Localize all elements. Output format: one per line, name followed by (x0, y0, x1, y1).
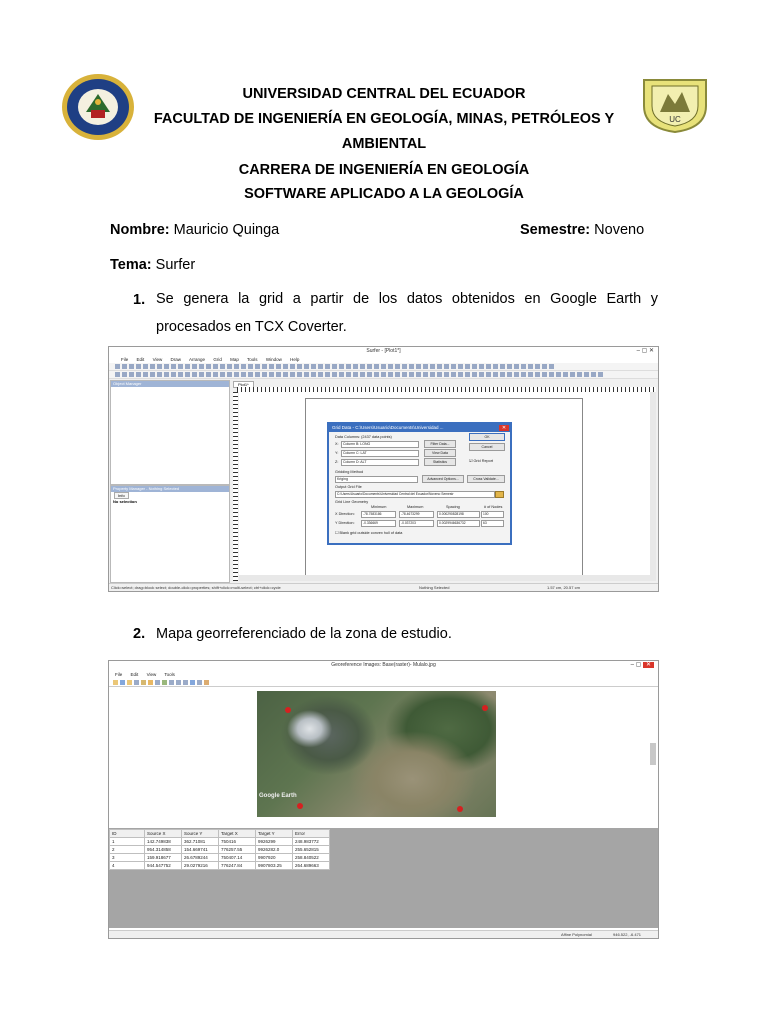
folder-icon[interactable] (495, 491, 504, 498)
grid-geometry-label: Grid Line Geometry (335, 500, 369, 504)
status-transform-method: Affine Polynomial (561, 932, 592, 937)
table-row[interactable] (110, 838, 330, 846)
item-2-number: 2. (133, 626, 146, 642)
control-point-marker[interactable] (285, 707, 291, 713)
table-cell[interactable]: 776247.84 (219, 862, 256, 870)
student-semester (520, 222, 644, 238)
georef-window-controls[interactable]: – ▢ ✕ (631, 661, 654, 670)
topic-label: Tema: (110, 257, 152, 273)
toolbar-icons-2[interactable] (115, 372, 603, 377)
table-cell[interactable]: 154.669741 (182, 846, 219, 854)
table-row[interactable] (110, 846, 330, 854)
georeference-screenshot (108, 660, 659, 939)
grid-data-dialog (327, 422, 512, 545)
table-cell[interactable]: 9926299 (256, 838, 293, 846)
table-row[interactable] (110, 854, 330, 862)
semester-value: Noveno (594, 222, 645, 238)
x-column-label: X: (335, 442, 339, 446)
col-header-error[interactable]: Error (293, 830, 330, 838)
table-cell[interactable]: 776257.55 (219, 846, 256, 854)
object-manager-panel (110, 380, 230, 485)
data-columns-label: Data Columns: (2437 data points) (335, 435, 392, 439)
property-manager-panel (110, 485, 230, 583)
x-max-field[interactable]: -78.4673299 (399, 511, 434, 518)
output-grid-field[interactable]: C:\Users\Usuario\Documents\Universidad Central del Ecuador\Noveno Semestr (335, 491, 495, 498)
header-line-2: FACULTAD DE INGENIERÍA EN GEOLOGÍA, MINAS, PETRÓLEOS Y (153, 111, 615, 127)
header-nodes: # of Nodes (484, 505, 503, 509)
table-cell[interactable]: 2 (110, 846, 145, 854)
table-row[interactable] (110, 862, 330, 870)
horizontal-scrollbar[interactable] (239, 575, 650, 581)
col-header-source-y[interactable]: Source Y (182, 830, 219, 838)
surfer-toolbar-1 (109, 363, 658, 371)
table-cell[interactable]: 264.689663 (293, 862, 330, 870)
vertical-scrollbar[interactable] (650, 392, 656, 581)
table-cell[interactable]: 750416 (219, 838, 256, 846)
x-nodes-field[interactable]: 100 (481, 511, 504, 518)
header-line-4: CARRERA DE INGENIERÍA EN GEOLOGÍA (238, 162, 530, 178)
control-point-marker[interactable] (457, 806, 463, 812)
google-earth-watermark: Google Earth (259, 793, 297, 799)
item-1-text: Se genera la grid a partir de los datos obtenidos en Google Earth y procesados en TCX Coverter. (156, 291, 658, 335)
menu-arrange[interactable]: Arrange (189, 357, 206, 362)
header-line-5: SOFTWARE APLICADO A LA GEOLOGÍA (244, 186, 524, 202)
output-grid-label: Output Grid File (335, 485, 362, 489)
header-line-1: UNIVERSIDAD CENTRAL DEL ECUADOR (242, 86, 526, 102)
control-point-marker[interactable] (297, 803, 303, 809)
table-cell[interactable]: 248.983772 (293, 838, 330, 846)
name-value: Mauricio Quinga (173, 222, 280, 238)
table-cell[interactable]: 4 (110, 862, 145, 870)
cancel-button[interactable]: Cancel (469, 443, 505, 451)
university-seal-logo (60, 72, 136, 142)
semester-label: Semestre: (520, 222, 591, 238)
vertical-ruler (233, 392, 238, 581)
status-hint: Click=select; drag=block select; double-click=properties; shift+click=multi-select; ctrl+click=cycle (111, 585, 281, 590)
header-maximum: Maximum (407, 505, 424, 509)
property-manager-title: Property Manager - Nothing Selected (111, 486, 229, 492)
table-cell[interactable]: 750407.14 (219, 854, 256, 862)
grid-data-dialog-title: Grid Data - C:\Users\Usuario\Documents\Universidad ... (329, 424, 510, 432)
surfer-screenshot (108, 346, 659, 592)
z-column-label: Z: (335, 460, 339, 464)
georeferenced-satellite-map[interactable] (257, 691, 496, 817)
y-nodes-field[interactable]: 63 (481, 520, 504, 527)
grid-report-checkbox[interactable]: ☑ Grid Report (469, 459, 494, 463)
table-cell[interactable]: 362.71081 (182, 838, 219, 846)
info-tab[interactable]: Info (114, 492, 129, 499)
filter-data-button[interactable]: Filter Data... (424, 440, 456, 448)
x-spacing-field[interactable]: 0.000290828198 (437, 511, 480, 518)
surfer-window-title: Surfer - [Plot1*] (109, 347, 658, 356)
right-logo-text: UC (669, 115, 681, 124)
x-direction-label: X Direction: (335, 512, 355, 516)
table-cell[interactable]: 29.0279216 (182, 862, 219, 870)
y-spacing-field[interactable]: 0.0029946636732 (437, 520, 480, 527)
table-cell[interactable]: 9907803.25 (256, 862, 293, 870)
table-cell[interactable]: 954.314858 (145, 846, 182, 854)
plot-tab[interactable]: Plot1* (233, 381, 254, 388)
col-header-id[interactable]: ID (110, 830, 145, 838)
topic (110, 257, 195, 273)
view-data-button[interactable]: View Data (424, 449, 456, 457)
menu-grid[interactable]: Grid (213, 357, 222, 362)
y-direction-label: Y Direction: (335, 521, 355, 525)
menu-window[interactable]: Window (265, 357, 282, 362)
table-header-row (110, 830, 330, 838)
menu-view[interactable]: View (152, 357, 163, 362)
header-minimum: Minimum (371, 505, 387, 509)
no-selection-text: No selection (113, 499, 137, 504)
col-header-target-x[interactable]: Target X (219, 830, 256, 838)
col-header-source-x[interactable]: Source X (145, 830, 182, 838)
window-controls[interactable]: – ▢ ✕ (636, 348, 654, 354)
georef-vertical-scrollbar[interactable] (650, 743, 656, 765)
grid-report-label: Grid Report (473, 459, 494, 463)
status-position: 1.57 cm, 20.57 cm (547, 585, 580, 590)
georef-menubar (109, 671, 658, 678)
statistics-button[interactable]: Statistics (424, 458, 456, 466)
status-cursor-coords: 946.522, -6.471 (613, 932, 642, 937)
blank-grid-label: Blank grid outside convex hull of data (339, 531, 403, 535)
surfer-menubar (109, 356, 658, 363)
menu-map[interactable]: Map (230, 357, 239, 362)
table-cell[interactable]: 3 (110, 854, 145, 862)
name-label: Nombre: (110, 222, 170, 238)
y-column-label: Y: (335, 451, 339, 455)
z-column-select[interactable]: Column D: ALT (341, 459, 419, 466)
toolbar-icons[interactable] (115, 364, 554, 369)
georef-menu-file[interactable]: File (115, 672, 123, 677)
table-cell[interactable]: 9926282.0 (256, 846, 293, 854)
gridding-method-select[interactable]: Kriging (335, 476, 418, 483)
georef-menu-edit[interactable]: Edit (130, 672, 139, 677)
object-manager-title: Object Manager (111, 381, 229, 387)
surfer-toolbar-2 (109, 371, 658, 379)
x-column-select[interactable]: Column B: LONG (341, 441, 419, 448)
georef-menu-tools[interactable]: Tools (164, 672, 175, 677)
y-min-field[interactable]: -0.336669 (361, 520, 396, 527)
table-cell[interactable]: 1 (110, 838, 145, 846)
menu-tools[interactable]: Tools (247, 357, 258, 362)
menu-draw[interactable]: Draw (170, 357, 182, 362)
dialog-close-icon[interactable]: ✕ (499, 425, 509, 431)
georef-toolbar (109, 679, 658, 687)
item-1-number: 1. (133, 292, 146, 308)
table-cell[interactable]: 258.840522 (293, 854, 330, 862)
georef-toolbar-icons[interactable] (113, 680, 209, 685)
item-2-text: Mapa georreferenciado de la zona de estudio. (156, 626, 452, 642)
table-cell[interactable]: 9907920 (256, 854, 293, 862)
advanced-options-button[interactable]: Advanced Options... (422, 475, 464, 483)
cross-validate-button[interactable]: Cross Validate... (467, 475, 505, 483)
menu-edit[interactable]: Edit (136, 357, 145, 362)
ok-button[interactable]: OK (469, 433, 505, 441)
georef-statusbar (109, 930, 658, 938)
blank-grid-checkbox[interactable]: ☐ Blank grid outside convex hull of data (335, 531, 403, 535)
topic-value: Surfer (155, 257, 196, 273)
georef-window-title: Georeference Images: Base(raster)- Mulalo.jpg (109, 661, 658, 670)
status-selection: Nothing Selected (419, 585, 450, 590)
header-line-3: AMBIENTAL (341, 136, 427, 152)
table-cell[interactable]: 255.652815 (293, 846, 330, 854)
surfer-statusbar (109, 583, 658, 591)
table-cell[interactable]: 26.6789244 (182, 854, 219, 862)
menu-file[interactable]: File (121, 357, 129, 362)
student-name (110, 222, 279, 238)
table-cell[interactable]: 944.547752 (145, 862, 182, 870)
y-column-select[interactable]: Column C: LAT (341, 450, 419, 457)
gridding-method-label: Gridding Method (335, 470, 364, 474)
table-cell[interactable]: 159.918677 (145, 854, 182, 862)
menu-help[interactable]: Help (290, 357, 300, 362)
x-min-field[interactable]: -78.7583186 (361, 511, 396, 518)
header-spacing: Spacing (446, 505, 460, 509)
control-points-table (109, 829, 330, 870)
y-max-field[interactable]: -0.037203 (399, 520, 434, 527)
col-header-target-y[interactable]: Target Y (256, 830, 293, 838)
georef-menu-view[interactable]: View (146, 672, 157, 677)
control-point-marker[interactable] (482, 705, 488, 711)
table-cell[interactable]: 142.749838 (145, 838, 182, 846)
